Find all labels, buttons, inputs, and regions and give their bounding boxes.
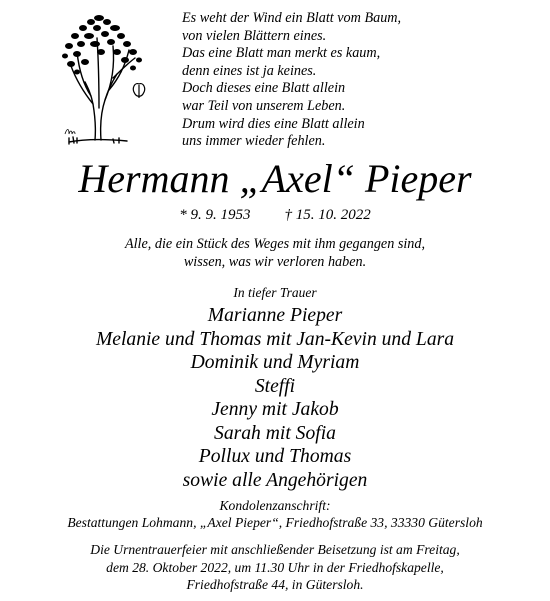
poem-line: Das eine Blatt man merkt es kaum, <box>182 45 381 62</box>
quote-line: wissen, was wir verloren haben. <box>183 253 367 270</box>
family-list <box>0 304 550 492</box>
tree-with-falling-leaf-icon <box>55 8 165 150</box>
funeral-service-info <box>0 541 550 594</box>
poem-line: Drum wird dies eine Blatt allein <box>182 115 365 132</box>
family-member: Steffi <box>254 375 296 397</box>
death-date: † 15. 10. 2022 <box>284 207 371 223</box>
family-member: sowie alle Angehörigen <box>182 469 368 491</box>
family-member: Marianne Pieper <box>207 305 343 326</box>
mourning-label: In tiefer Trauer <box>233 285 317 300</box>
poem-line: uns immer wieder fehlen. <box>182 133 326 150</box>
poem <box>182 10 401 151</box>
family-member: Dominik und Myriam <box>190 352 360 373</box>
condolence-label: Kondolenzanschrift: <box>219 498 331 513</box>
family-member: Sarah mit Sofia <box>214 422 336 444</box>
poem-line: Es weht der Wind ein Blatt vom Baum, <box>182 10 402 26</box>
birth-date: * 9. 9. 1953 <box>179 207 251 223</box>
poem-line: war Teil von unserem Leben. <box>182 97 346 114</box>
quote-line: Alle, die ein Stück des Weges mit ihm gegangen sind, <box>124 236 426 252</box>
service-line: dem 28. Oktober 2022, um 11.30 Uhr in der Friedhofskapelle, <box>106 559 444 575</box>
poem-line: Doch dieses eine Blatt allein <box>182 80 346 97</box>
condolence-text: Bestattungen Lohmann, „Axel Pieper“, Friedhofstraße 33, 33330 Gütersloh <box>67 515 483 530</box>
life-dates <box>0 206 550 224</box>
poem-line: von vielen Blättern eines. <box>182 27 327 44</box>
quote <box>0 236 550 271</box>
deceased-name: Hermann „Axel“ Pieper <box>78 156 472 201</box>
poem-line: denn eines ist ja keines. <box>182 62 317 79</box>
family-member: Melanie und Thomas mit Jan-Kevin und Lara <box>95 328 455 350</box>
condolence-address <box>0 497 550 531</box>
family-member: Jenny mit Jakob <box>211 399 339 420</box>
service-line: Friedhofstraße 44, in Gütersloh. <box>186 577 364 593</box>
service-line: Die Urnentrauerfeier mit anschließender Beisetzung ist am Freitag, <box>90 542 460 557</box>
family-member: Pollux und Thomas <box>198 446 352 467</box>
